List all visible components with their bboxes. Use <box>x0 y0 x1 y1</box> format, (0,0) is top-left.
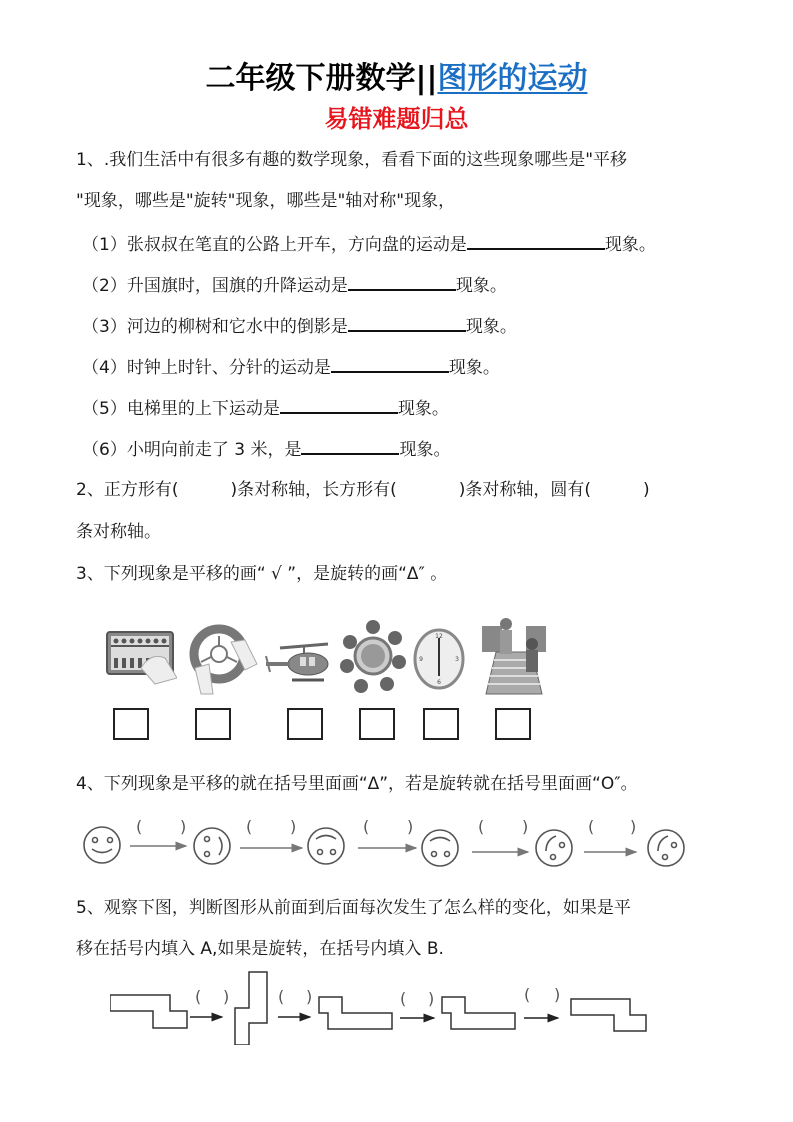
q1-item-3-blank[interactable] <box>348 312 466 332</box>
q4-paren-4-left: ( <box>478 817 485 836</box>
q1-item-2-suffix: 现象。 <box>455 276 507 296</box>
helicopter-icon <box>262 640 334 690</box>
q4-paren-3-right: ) <box>407 817 414 836</box>
q3-answer-box-5[interactable] <box>423 708 459 740</box>
q4-answer-4[interactable] <box>488 817 522 837</box>
q4-face-sequence <box>80 815 700 875</box>
q1-item-6-suffix: 现象。 <box>399 440 451 460</box>
q1-line1: 1、.我们生活中有很多有趣的数学现象，看看下面的这些现象哪些是"平移 <box>76 150 628 170</box>
q4-paren-1-right: ) <box>180 817 187 836</box>
q4-text: 4、下列现象是平移的就在括号里面画“Δ”，若是旋转就在括号里面画“O″。 <box>76 774 638 794</box>
q1-item-5-blank[interactable] <box>280 394 398 414</box>
q2-line2: 条对称轴。 <box>76 522 161 542</box>
q5-paren-4-left: ( <box>524 985 531 1004</box>
svg-text:6: 6 <box>437 679 441 686</box>
q5-paren-2-right: ) <box>306 987 313 1006</box>
q1-item-3-prefix: （3）河边的柳树和它水中的倒影是 <box>82 317 348 337</box>
q5-answer-4[interactable] <box>533 985 551 1005</box>
q5-line2: 移在括号内填入 A,如果是旋转，在括号内填入 B. <box>76 939 444 959</box>
q5-paren-3-right: ) <box>428 989 435 1008</box>
q1-item-4-prefix: （4）时钟上时针、分针的运动是 <box>82 358 331 378</box>
steering-wheel-icon <box>187 624 259 696</box>
q1-item-1-suffix: 现象。 <box>604 235 656 255</box>
q4-paren-2-left: ( <box>246 817 253 836</box>
q1-item-5-suffix: 现象。 <box>397 399 449 419</box>
q5-shape-sequence <box>110 965 660 1045</box>
escalator-icon <box>480 616 548 696</box>
q4-paren-3-left: ( <box>363 817 370 836</box>
q3-answer-box-3[interactable] <box>287 708 323 740</box>
q1-item-6-blank[interactable] <box>301 435 399 455</box>
q5-answer-1[interactable] <box>204 987 222 1007</box>
q1-item-5-prefix: （5）电梯里的上下运动是 <box>82 399 280 419</box>
q4-paren-5-right: ) <box>630 817 637 836</box>
q1-item-5 <box>82 394 449 421</box>
q1-line2: "现象，哪些是"旋转"现象，哪些是"轴对称"现象， <box>76 191 456 211</box>
q1-item-1-blank[interactable] <box>467 230 605 250</box>
q3-answer-box-6[interactable] <box>495 708 531 740</box>
q5-paren-1-right: ) <box>223 987 230 1006</box>
page-title <box>0 60 793 98</box>
svg-text:12: 12 <box>435 633 443 640</box>
q4-answer-2[interactable] <box>256 817 290 837</box>
q1-item-6 <box>82 435 450 462</box>
q4-paren-2-right: ) <box>290 817 297 836</box>
q4-answer-1[interactable] <box>146 817 180 837</box>
title-topic-link[interactable]: 图形的运动 <box>437 61 588 96</box>
children-around-table-icon <box>337 618 409 694</box>
q3-answer-box-2[interactable] <box>195 708 231 740</box>
q3-picture-row <box>100 616 520 696</box>
q1-item-4-suffix: 现象。 <box>448 358 500 378</box>
q4-answer-5[interactable] <box>598 817 632 837</box>
q5-answer-2[interactable] <box>287 987 305 1007</box>
q1-item-4-blank[interactable] <box>331 353 449 373</box>
q1-item-3-suffix: 现象。 <box>465 317 517 337</box>
q1-item-1-prefix: （1）张叔叔在笔直的公路上开车，方向盘的运动是 <box>82 235 467 255</box>
q5-paren-4-right: ) <box>554 985 561 1004</box>
q4-paren-4-right: ) <box>522 817 529 836</box>
q1-item-2-blank[interactable] <box>348 271 456 291</box>
q5-paren-2-left: ( <box>278 987 285 1006</box>
q2-line1 <box>76 478 650 502</box>
q3-answer-box-1[interactable] <box>113 708 149 740</box>
q2-part1: 2、正方形有( <box>76 480 179 500</box>
abacus-icon <box>105 628 177 688</box>
q5-paren-3-left: ( <box>400 989 407 1008</box>
clock-icon <box>413 628 465 690</box>
q5-line1: 5、观察下图，判断图形从前面到后面每次发生了怎么样的变化，如果是平 <box>76 898 631 918</box>
q2-part2: )条对称轴，长方形有( <box>230 480 397 500</box>
page-subtitle: 易错难题归总 <box>324 105 469 133</box>
q4-paren-5-left: ( <box>588 817 595 836</box>
q3-text: 3、下列现象是平移的画“ √ ”，是旋转的画“Δ″ 。 <box>76 564 448 584</box>
q1-item-2-prefix: （2）升国旗时，国旗的升降运动是 <box>82 276 348 296</box>
q5-paren-1-left: ( <box>195 987 202 1006</box>
q4-paren-1-left: ( <box>136 817 143 836</box>
q1-item-3 <box>82 312 517 339</box>
q1-item-2 <box>82 271 507 298</box>
shape-sequence-drawing <box>110 965 660 1045</box>
svg-text:3: 3 <box>455 656 459 663</box>
q1-item-1 <box>82 230 656 257</box>
q3-answer-box-4[interactable] <box>359 708 395 740</box>
svg-text:9: 9 <box>419 656 423 663</box>
title-separator: || <box>415 61 438 96</box>
q5-answer-3[interactable] <box>409 989 427 1009</box>
q4-answer-3[interactable] <box>373 817 407 837</box>
q2-part3: )条对称轴，圆有( <box>458 480 591 500</box>
title-main: 二年级下册数学 <box>205 61 416 96</box>
q1-item-6-prefix: （6）小明向前走了 3 米，是 <box>82 440 302 460</box>
q2-part4: ) <box>642 480 650 500</box>
q1-item-4 <box>82 353 500 380</box>
